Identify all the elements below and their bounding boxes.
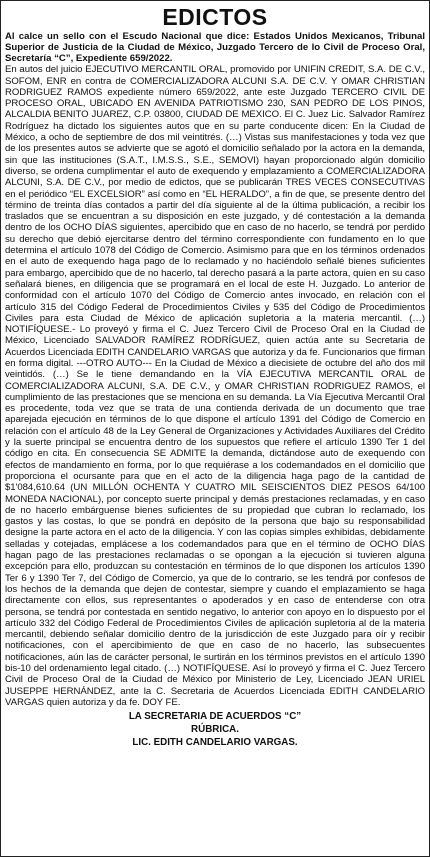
signature-name: LIC. EDITH CANDELARIO VARGAS.	[132, 737, 298, 749]
signature-role: LA SECRETARIA DE ACUERDOS “C”	[128, 711, 302, 723]
edict-body-text: En autos del juicio EJECUTIVO MERCANTIL ORAL, promovido por UNIFIN CREDIT, S.A. DE C.V., SOFOM, ENR en contra de COMERCIALIZADORA ALCUNI S.A. DE C.V. Y OMAR CHRISTIAN RODRIGUEZ RAMOS expediente número 659/2022, ante este Juzgado TERCERO CIVIL DE PROCESO ORAL, UBICADO EN AVENIDA PATRIOTISMO 230, SAN PEDRO DE LOS PINOS, ALCALDIA BENITO JUAREZ, C.P. 03800, CIUDAD DE MEXICO. El C. Juez Lic. Salvador Ramírez Rodríguez ha dictado los siguientes autos que en su parte conducente dicen: En la Ciudad de México, a ocho de septiembre de dos mil veintitrés. (…) Vistas sus manifestaciones y toda vez que de los presentes autos se advierte que se agotó el domicilio señalado por la actora en la demanda, sin que las instituciones (S.A.T., I.M.S.S., S.E., SEMOVI) hayan proporcionado algún domicilio diverso, se ordena cumplimentar el auto de exequendo y emplazamiento a COMERCIALIZADORA ALCUNI, S.A. DE C.V., por medio de edictos, que se publicarán TRES VECES CONSECUTIVAS en el periódico “EL EXCELSIOR” así como en “EL HERALDO”, a fin de que, se presente dentro del término de treinta días contados a partir del día siguiente al de la última publicación, a recibir los traslados que se encuentran a su disposición en este juzgado, y dé contestación a la demanda dentro de los OCHO DÍAS siguientes, apercibido que en caso de no hacerlo, se tendrá por perdido su derecho que debió ejercitarse dentro del término correspondiente con fundamento en lo que determina el artículo 1078 del Código de Comercio. Asimismo para que en los términos ordenados en el auto de exequendo haga pago de lo reclamado y no haciéndolo señalé bienes suficientes para embargo, apercibido que de no hacerlo, tal derecho pasará a la parte actora, quien en su caso señalará bienes, en diligencia que se programará en el local de este H. Juzgado. Lo anterior de conformidad con el artículo 1070 del Código de Comercio antes invocado, en relación con el artículo 315 del Código Federal de Procedimientos Civiles y 535 del Código de Procedimientos Civiles para esta Ciudad de México de aplicación supletoria a la materia mercantil. (…) NOTIFÍQUESE.- Lo proveyó y firma el C. Juez Tercero Civil de Proceso Oral en la Ciudad de México, Licenciado SALVADOR RAMÍREZ RODRÍGUEZ, quien actúa ante su Secretaria de Acuerdos Licenciada EDITH CANDELARIO VARGAS que autoriza y da fe. Funcionarios que firman en forma digital. ---OTRO AUTO--- En la Ciudad de México a diecisiete de octubre del año dos mil veintidós. (…) Se le tiene demandando en la VÍA EJECUTIVA MERCANTIL ORAL de COMERCIALIZADORA ALCUNI, S.A. DE C.V., y OMAR CHRISTIAN RODRIGUEZ RAMOS, el cumplimiento de las prestaciones que se menciona en su demanda. La Vía Ejecutiva Mercantil Oral es procedente, toda vez que se trata de una contienda derivada de un documento que trae aparejada ejecución en términos de lo que dispone el artículo 1391 del Código de Comercio en relación con el artículo 48 de la Ley General de Organizaciones y Actividades Auxiliares del Crédito y la suerte principal se encuentra dentro de los supuestos que refiere el artículo 1390 Ter 1 del código en cita. En consecuencia SE ADMITE la demanda, dictándose auto de exequendo con efectos de mandamiento en forma, por lo que requiérase a los codemandados en el domicilio que proporciona el ocursante para que en el acto de la diligencia haga pago de la cantidad de $1'084,610.64 (UN MILLÓN OCHENTA Y CUATRO MIL SEISCIENTOS DIEZ PESOS 64/100 MONEDA NACIONAL), por concepto suerte principal y demás prestaciones reclamadas, y en caso de no hacerlo embárguense bienes suficientes de su propiedad que cubran lo reclamado, los gastos y las costas, lo que se pondrá en depósito de la persona que bajo su responsabilidad designe la parte actora en el acto de la diligencia. Y con las copias simples exhibidas, debidamente selladas y cotejadas, emplácese a los codemandados para que en el término de OCHO DÍAS hagan pago de las prestaciones reclamadas o se opongan a la ejecución si tuvieren alguna excepción para ello, produzcan su contestación en términos de lo que disponen los artículos 1390 Ter 6 y 1390 Ter 7, del Código de Comercio, ya que de lo contrario, se les tendrá por confesos de los hechos de la demanda que dejen de contestar, siempre y cuando el emplazamiento se haga directamente con ellos, sus representantes o apoderados y en caso de entenderse con otra persona, se tendrá por contestada en sentido negativo, lo anterior con apoyo en lo dispuesto por el artículo 332 del Código Federal de Procedimientos Civiles de aplicación supletoria al de la materia mercantil, debiendo señalar domicilio dentro de la jurisdicción de este Juzgado para oír y recibir notificaciones, con el apercibimiento de que en caso de no hacerlo, las subsecuentes notificaciones, aún las de carácter personal, le surtirán en los términos previstos en el artículo 1390 bis-10 del ordenamiento legal citado. (…) NOTIFÍQUESE. Así lo proveyó y firma el C. Juez Tercero Civil de Proceso Oral de la Ciudad de México por Ministerio de Ley, Licenciado JEAN URIEL JUSEPPE HERNÁNDEZ, ante la C. Secretaria de Acuerdos Licenciada EDITH CANDELARIO VARGAS quien autoriza y da fe. DOY FE.	[5, 64, 425, 708]
signature-rubrica: RÚBRICA.	[191, 724, 239, 736]
notice-title: EDICTOS	[162, 4, 268, 30]
signature-block	[5, 710, 425, 749]
seal-description: Al calce un sello con el Escudo Nacional que dice: Estados Unidos Mexicanos, Tribunal Superior de Justicia de la Ciudad de México, Juzgado Tercero de lo Civil de Proceso Oral, Secretaría “C”, Expediente 659/2022.	[5, 31, 425, 65]
